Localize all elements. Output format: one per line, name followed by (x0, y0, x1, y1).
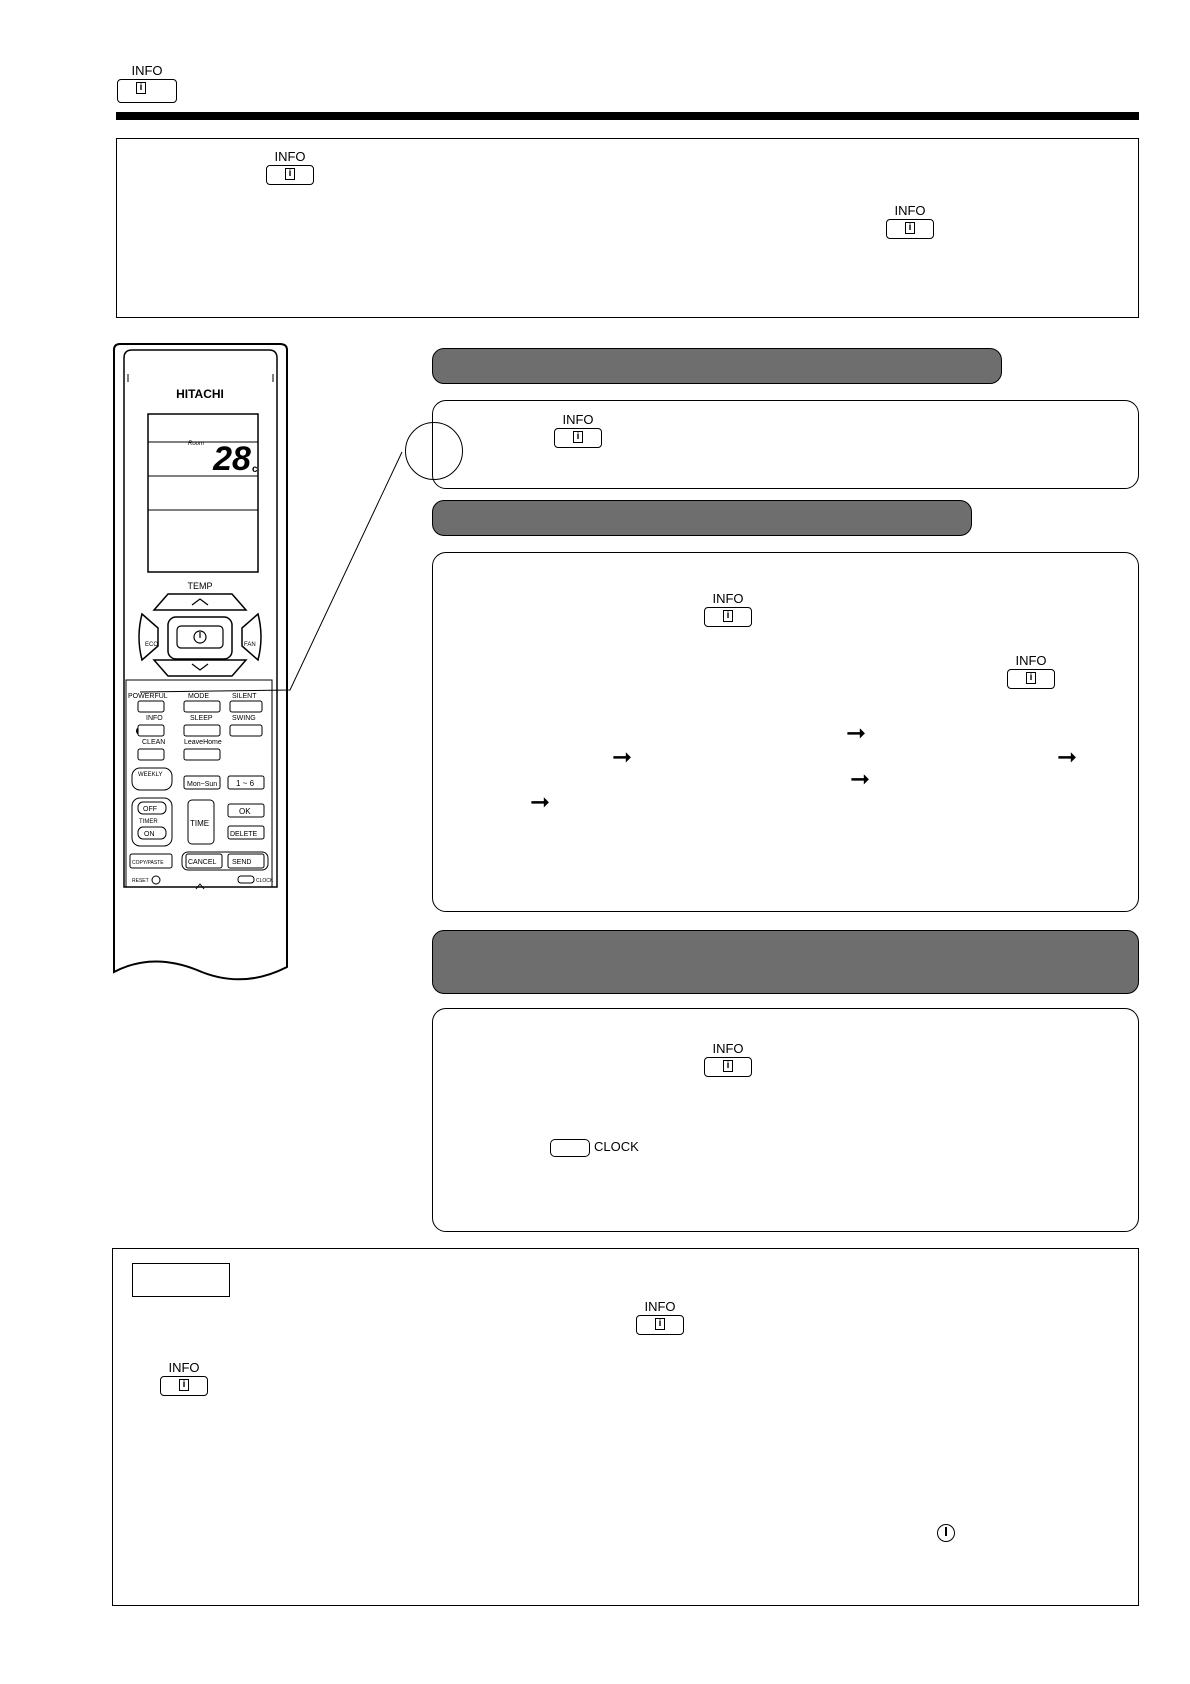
info-key-icon (160, 1376, 208, 1396)
on-label: ON (144, 831, 155, 838)
send-label: SEND (232, 859, 252, 866)
info-label: INFO (644, 1299, 676, 1314)
delete-label: DELETE (230, 831, 258, 838)
cancel-label: CANCEL (188, 859, 217, 866)
time-label: TIME (190, 819, 210, 828)
arrow-right-icon: ➞ (530, 789, 551, 816)
arrow-right-icon: ➞ (1057, 744, 1078, 771)
clock-label: CLOCK (256, 878, 274, 884)
timer-label: TIMER (139, 819, 158, 825)
notes-info-icon-2 (158, 1361, 210, 1396)
swing-label: SWING (232, 715, 256, 722)
notes-info-icon-1 (634, 1300, 686, 1335)
weekly-label: WEEKLY (138, 772, 163, 778)
info-key-icon (704, 1057, 752, 1077)
info-key-icon (704, 607, 752, 627)
info-label: INFO (1015, 653, 1047, 668)
lcd-unit: c (252, 464, 258, 475)
temp-up-button[interactable] (154, 594, 246, 610)
sleep-button[interactable] (184, 725, 220, 736)
swing-button[interactable] (230, 725, 262, 736)
ok-label: OK (239, 807, 251, 816)
section3-box (432, 1008, 1139, 1232)
mode-button[interactable] (184, 701, 220, 712)
info-key-icon (117, 79, 177, 103)
eco-label: ECO (145, 642, 159, 648)
leavehome-button[interactable] (184, 749, 220, 760)
leavehome-label: LeaveHome (184, 739, 222, 746)
info-label: INFO (712, 1041, 744, 1056)
info-label: INFO (562, 412, 594, 427)
section1-box (432, 400, 1139, 489)
reset-label: RESET (132, 878, 149, 884)
temp-label: TEMP (187, 581, 213, 591)
arrow-right-icon: ➞ (612, 744, 633, 771)
section2-box (432, 552, 1139, 912)
header-info-icon (116, 64, 178, 103)
info-label: INFO (131, 63, 163, 78)
clean-button[interactable] (138, 749, 164, 760)
notes-box (112, 1248, 1139, 1606)
clock-button[interactable] (238, 876, 254, 883)
section2-header (432, 500, 972, 536)
info-label: INFO (168, 1360, 200, 1375)
info-label: INFO (894, 203, 926, 218)
header-rule (116, 112, 1139, 120)
section3-header (432, 930, 1139, 994)
clock-key-icon (550, 1139, 590, 1157)
section2-info-icon-1 (702, 592, 754, 627)
info-key-icon (266, 165, 314, 185)
info-btn-label: INFO (146, 715, 163, 722)
intro-info-icon-1 (264, 150, 316, 185)
one-six-label: 1 ~ 6 (236, 779, 255, 788)
section2-info-icon-2 (1005, 654, 1057, 689)
section1-info-icon (552, 413, 604, 448)
intro-info-icon-2 (884, 204, 936, 239)
info-key-icon (636, 1315, 684, 1335)
remote-control (112, 342, 412, 997)
section1-header (432, 348, 1002, 384)
silent-label: SILENT (232, 693, 257, 700)
lcd-room-label: Room (188, 441, 205, 447)
info-key-icon (886, 219, 934, 239)
clock-key-label: CLOCK (594, 1139, 639, 1154)
info-label: INFO (712, 591, 744, 606)
notes-tab (132, 1263, 230, 1297)
arrow-right-icon: ➞ (850, 766, 871, 793)
silent-button[interactable] (230, 701, 262, 712)
section3-info-icon (702, 1042, 754, 1077)
mon-sun-label: Mon~Sun (187, 781, 218, 788)
remote-lcd (148, 414, 258, 572)
lcd-temp: 28 (213, 440, 251, 478)
copy-paste-label: COPY/PASTE (132, 860, 164, 866)
fan-label: FAN (244, 642, 256, 648)
clean-label: CLEAN (142, 739, 166, 746)
info-key-icon (554, 428, 602, 448)
sleep-label: SLEEP (190, 715, 213, 722)
info-label: INFO (274, 149, 306, 164)
power-icon (937, 1524, 955, 1542)
arrow-right-icon: ➞ (846, 720, 867, 747)
powerful-button[interactable] (138, 701, 164, 712)
off-label: OFF (143, 806, 157, 813)
reset-button[interactable] (152, 876, 160, 884)
info-key-icon (1007, 669, 1055, 689)
info-button[interactable] (138, 725, 164, 736)
mode-label: MODE (188, 693, 209, 700)
powerful-label: POWERFUL (128, 693, 168, 700)
remote-brand: HITACHI (176, 387, 224, 401)
temp-down-button[interactable] (154, 660, 246, 676)
